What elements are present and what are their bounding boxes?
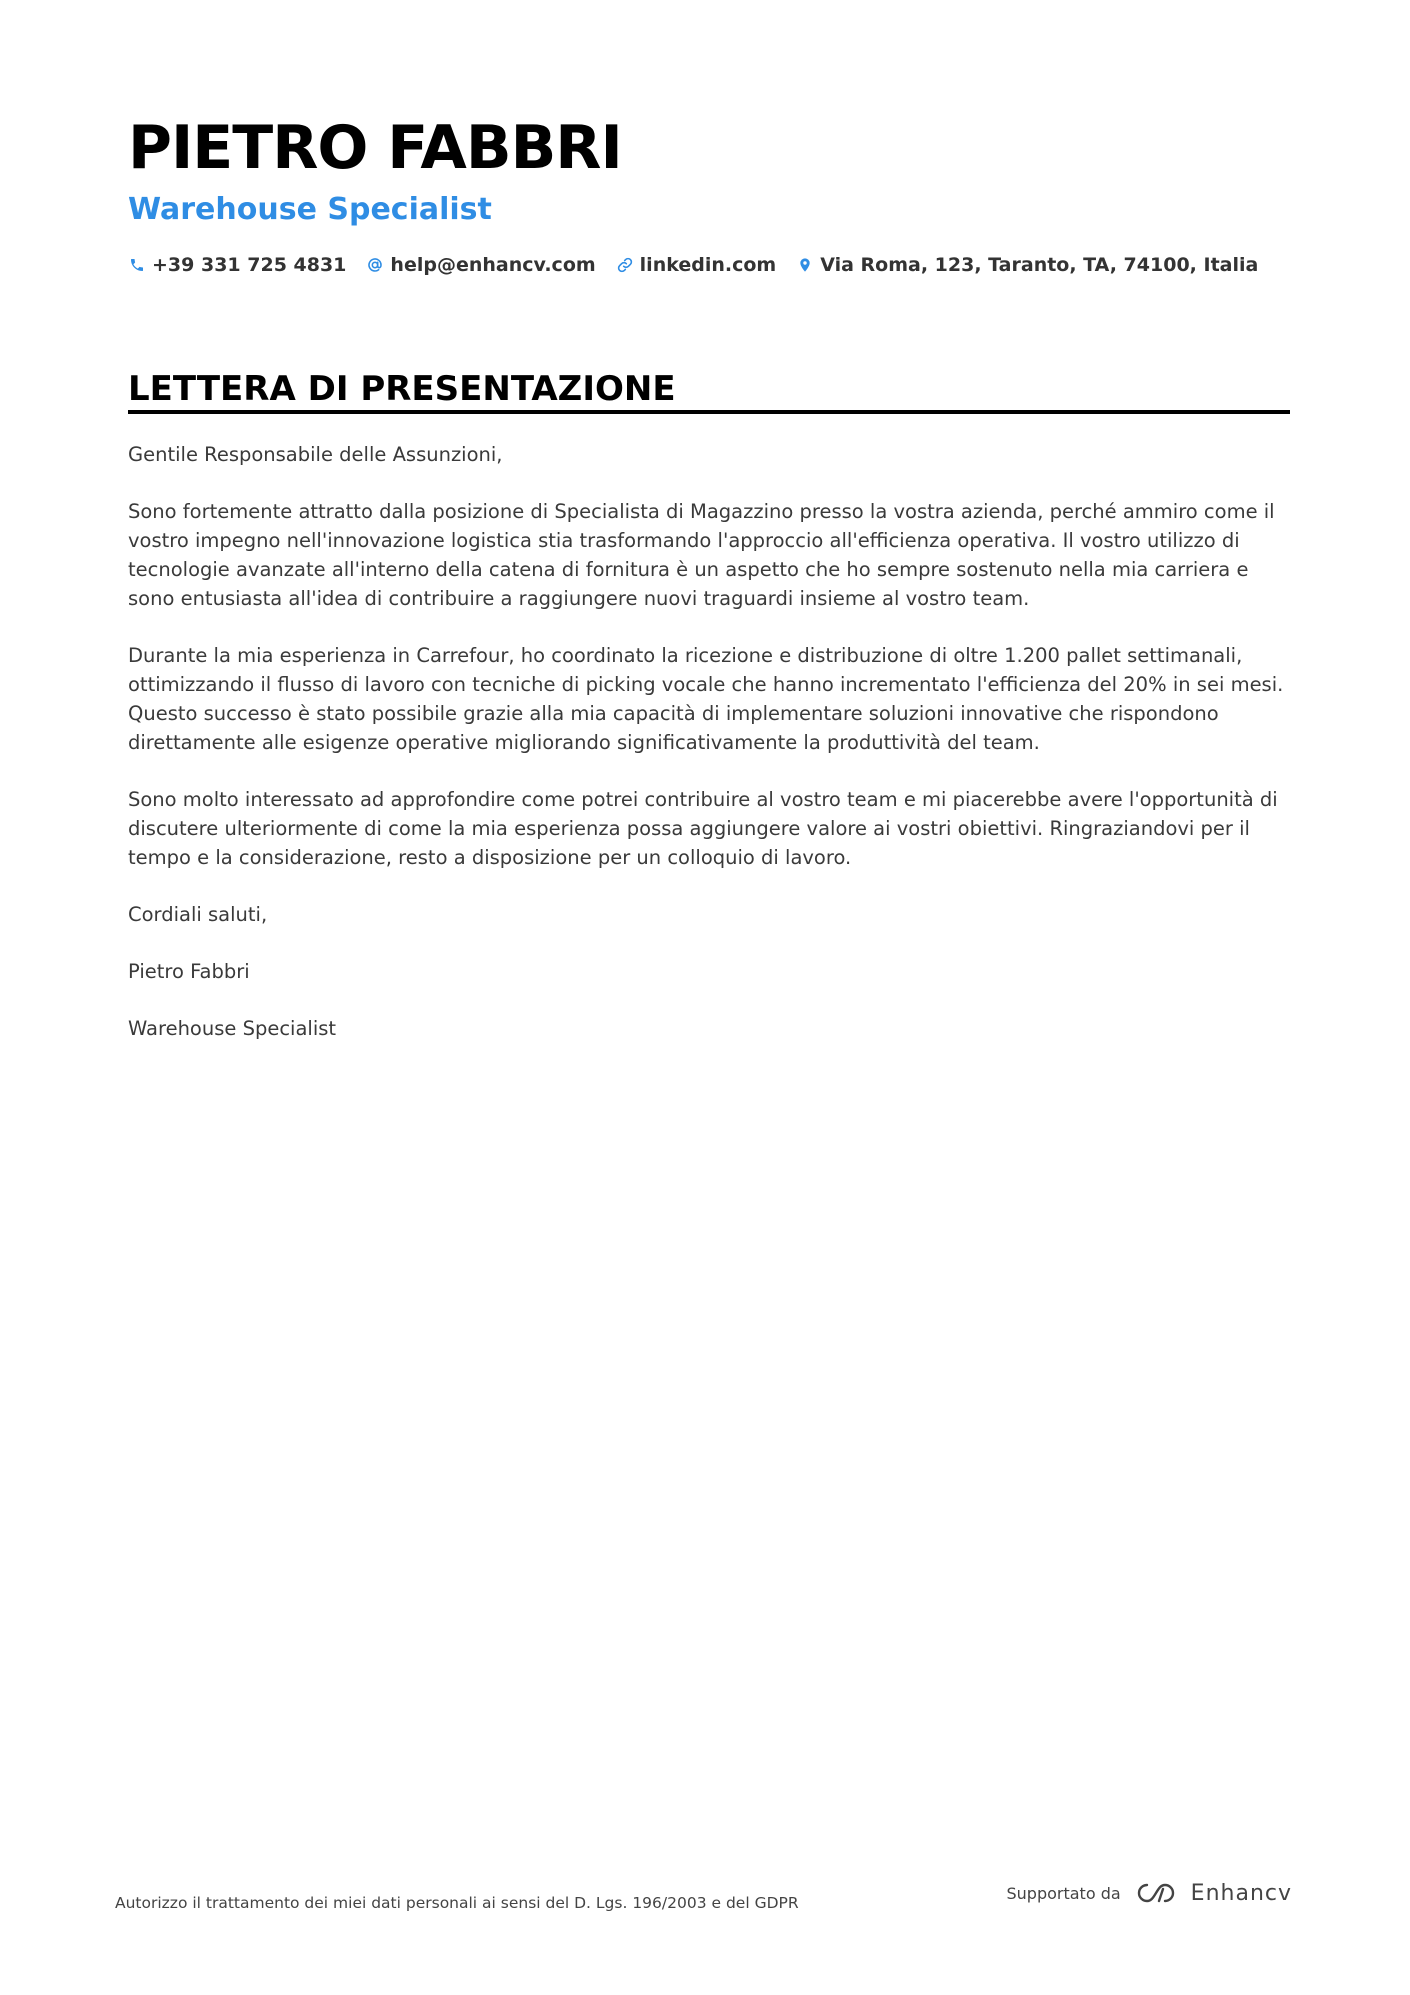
letter-body [128, 440, 1298, 1071]
link-icon [616, 256, 634, 274]
address-text: Via Roma, 123, Taranto, TA, 74100, Italia [820, 254, 1259, 276]
powered-by[interactable] [1007, 1880, 1293, 1906]
letter-paragraph: Durante la mia esperienza in Carrefour, ho coordinato la ricezione e distribuzione di oltre 1.200 pallet settimanali, ottimizzando il flusso di lavoro con tecniche di picking vocale che hanno incrementato l'efficienza del 20% in sei mesi. Questo successo è stato possibile grazie alla mia capacità di implementare soluzioni innovative che rispondono direttamente alle esigenze operative migliorando significativamente la produttività del team. [128, 644, 1284, 754]
at-icon [366, 256, 384, 274]
letter-paragraph: Sono molto interessato ad approfondire come potrei contribuire al vostro team e mi piacerebbe avere l'opportunità di discutere ulteriormente di come la mia esperienza possa aggiungere valore ai vostri obiettivi. Ringraziandovi per il tempo e la considerazione, resto a disposizione per un colloquio di lavoro. [128, 788, 1278, 869]
signature-name: Pietro Fabbri [128, 960, 250, 983]
phone-icon [128, 256, 146, 274]
section-title: LETTERA DI PRESENTAZIONE [128, 369, 676, 409]
contact-linkedin[interactable] [616, 254, 777, 276]
privacy-consent: Autorizzo il trattamento dei miei dati personali ai sensi del D. Lgs. 196/2003 e del GDPR [115, 1894, 799, 1912]
contact-phone [128, 254, 346, 276]
candidate-name: PIETRO FABBRI [128, 113, 622, 183]
linkedin-text: linkedin.com [639, 254, 777, 276]
phone-text: +39 331 725 4831 [152, 254, 347, 276]
powered-by-label: Supportato da [1006, 1883, 1121, 1903]
location-pin-icon [796, 256, 814, 274]
contact-bar [128, 254, 1278, 276]
brand-name: Enhancv [1190, 1880, 1292, 1906]
email-text: help@enhancv.com [390, 254, 596, 276]
letter-paragraph: Sono fortemente attratto dalla posizione di Specialista di Magazzino presso la vostra azienda, perché ammiro come il vostro impegno nell'innovazione logistica stia trasformando l'approccio all'efficienza operativa. Il vostro utilizzo di tecnologie avanzate all'interno della catena di fornitura è un aspetto che ho sempre sostenuto nella mia carriera e sono entusiasta all'idea di contribuire a raggiungere nuovi traguardi insieme al vostro team. [128, 500, 1275, 610]
candidate-role: Warehouse Specialist [128, 192, 492, 227]
contact-email[interactable] [366, 254, 595, 276]
section-divider [128, 410, 1290, 414]
letter-closing: Cordiali saluti, [128, 903, 268, 926]
enhancv-logo-icon [1133, 1880, 1179, 1906]
letter-greeting: Gentile Responsabile delle Assunzioni, [128, 443, 503, 466]
signature-role: Warehouse Specialist [128, 1017, 337, 1040]
contact-address [796, 254, 1258, 276]
